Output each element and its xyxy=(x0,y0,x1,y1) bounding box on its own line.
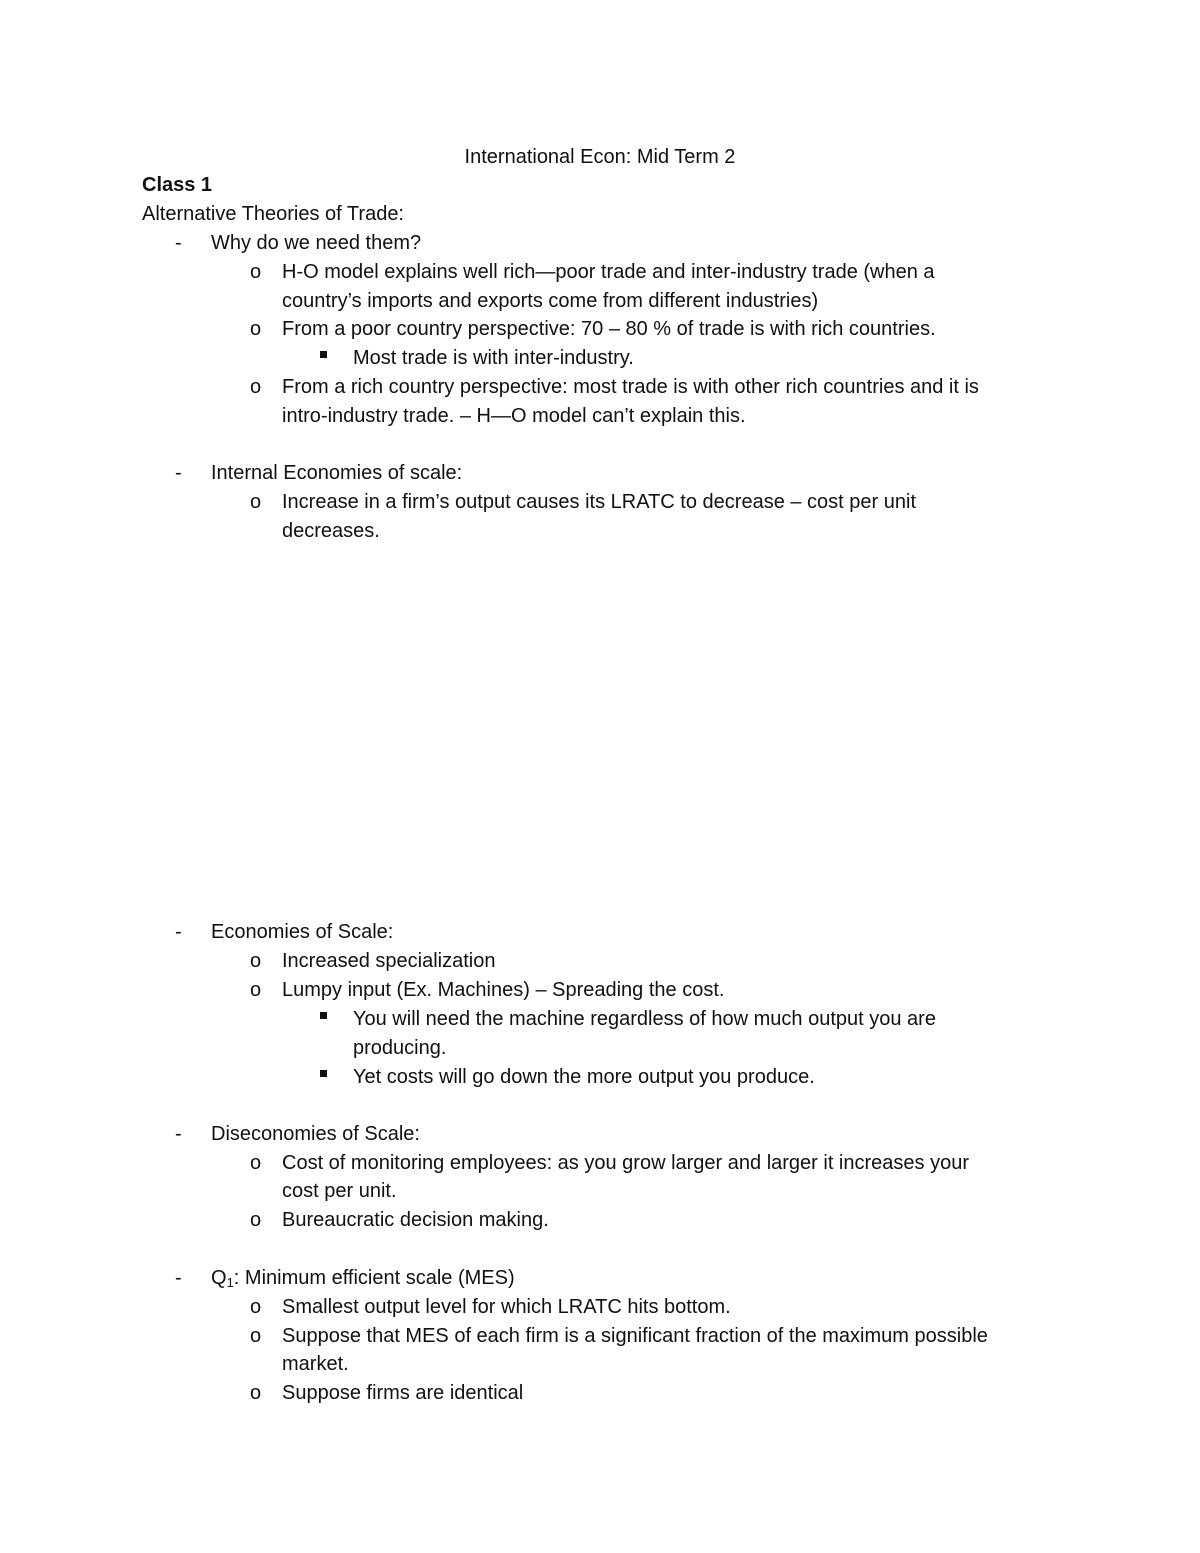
circle-bullet: o xyxy=(250,318,262,340)
item-why: Why do we need them? xyxy=(211,232,422,254)
square-bullet xyxy=(320,351,327,358)
item-eos: Economies of Scale: xyxy=(211,921,394,943)
item-text: country’s imports and exports come from different industries) xyxy=(282,290,819,312)
dash-bullet: - xyxy=(175,921,182,943)
item-text: From a poor country perspective: 70 – 80 % of trade is with rich countries. xyxy=(282,318,936,340)
section-heading: Alternative Theories of Trade: xyxy=(142,203,404,225)
item-text: Smallest output level for which LRATC hits bottom. xyxy=(282,1296,731,1318)
dash-bullet: - xyxy=(175,462,182,484)
square-bullet xyxy=(320,1070,327,1077)
circle-bullet: o xyxy=(250,950,262,972)
item-text: From a rich country perspective: most trade is with other rich countries and it is xyxy=(282,376,979,398)
circle-bullet: o xyxy=(250,979,262,1001)
mes-q: Q xyxy=(211,1267,227,1289)
item-text: Increase in a firm’s output causes its LRATC to decrease – cost per unit xyxy=(282,491,917,513)
dash-bullet: - xyxy=(175,232,182,254)
item-mes xyxy=(211,1264,515,1292)
circle-bullet: o xyxy=(250,1325,262,1347)
item-text: You will need the machine regardless of how much output you are xyxy=(353,1008,936,1030)
item-text: intro-industry trade. – H—O model can’t explain this. xyxy=(282,405,746,427)
item-text: producing. xyxy=(353,1037,447,1059)
item-text: Suppose that MES of each firm is a significant fraction of the maximum possible xyxy=(282,1325,988,1347)
item-text: Bureaucratic decision making. xyxy=(282,1209,549,1231)
item-text: Most trade is with inter-industry. xyxy=(353,347,634,369)
circle-bullet: o xyxy=(250,376,262,398)
square-bullet xyxy=(320,1012,327,1019)
item-text: Increased specialization xyxy=(282,950,496,972)
item-dis: Diseconomies of Scale: xyxy=(211,1123,420,1145)
class-heading: Class 1 xyxy=(142,174,213,196)
circle-bullet: o xyxy=(250,1152,262,1174)
circle-bullet: o xyxy=(250,261,262,283)
item-internal: Internal Economies of scale: xyxy=(211,462,463,484)
page-title: International Econ: Mid Term 2 xyxy=(464,146,736,168)
circle-bullet: o xyxy=(250,1209,262,1231)
item-text: decreases. xyxy=(282,520,380,542)
mes-rest: : Minimum efficient scale (MES) xyxy=(233,1267,515,1289)
circle-bullet: o xyxy=(250,491,262,513)
mes-subscript: 1 xyxy=(226,1275,234,1290)
dash-bullet: - xyxy=(175,1267,182,1289)
item-text: Lumpy input (Ex. Machines) – Spreading the cost. xyxy=(282,979,725,1001)
item-text: market. xyxy=(282,1353,349,1375)
item-text: Cost of monitoring employees: as you grow larger and larger it increases your xyxy=(282,1152,969,1174)
item-text: Suppose firms are identical xyxy=(282,1382,524,1404)
item-text: Yet costs will go down the more output you produce. xyxy=(353,1066,815,1088)
circle-bullet: o xyxy=(250,1382,262,1404)
item-text: H-O model explains well rich—poor trade and inter-industry trade (when a xyxy=(282,261,935,283)
circle-bullet: o xyxy=(250,1296,262,1318)
item-text: cost per unit. xyxy=(282,1180,397,1202)
dash-bullet: - xyxy=(175,1123,182,1145)
